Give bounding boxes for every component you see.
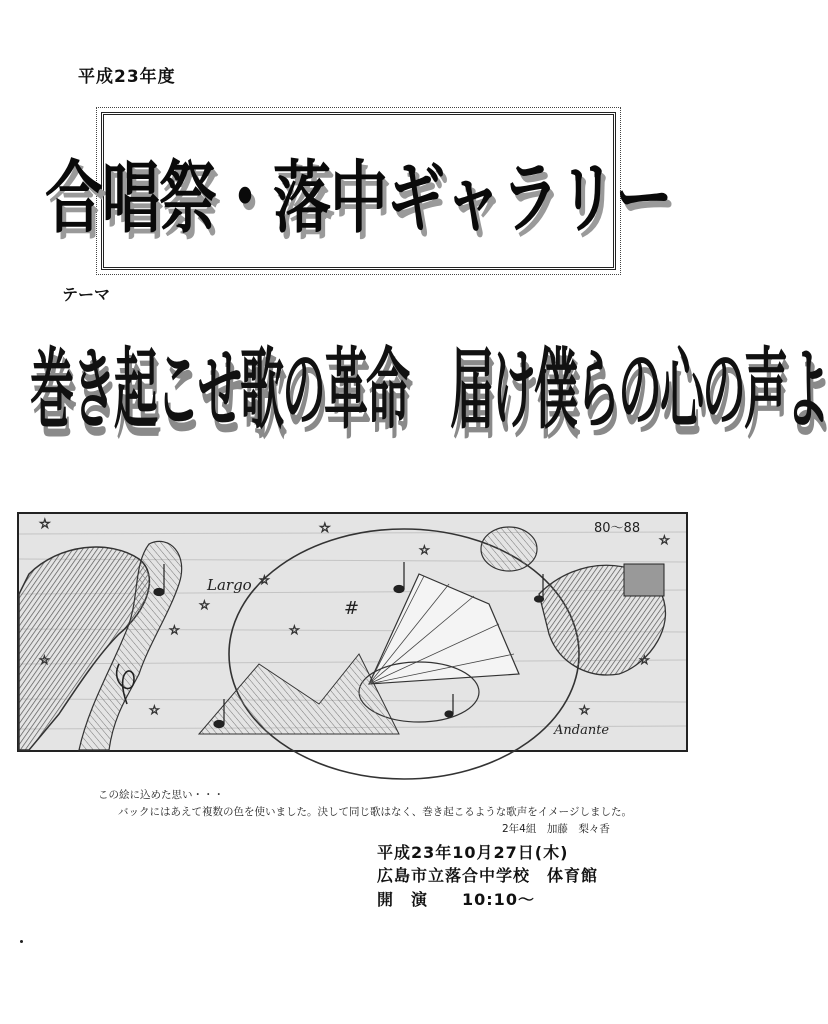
year-label: 平成23年度: [78, 67, 176, 87]
tempo-label: 80～88: [594, 521, 641, 536]
svg-text:☆: ☆: [259, 573, 270, 587]
stray-mark: [20, 940, 23, 943]
svg-text:☆: ☆: [169, 623, 180, 637]
andante-label: Andante: [554, 723, 610, 738]
svg-text:☆: ☆: [39, 653, 50, 667]
start-time: 10:10～: [462, 890, 535, 909]
artwork-drawing: [17, 512, 688, 752]
svg-text:☆: ☆: [639, 653, 650, 667]
event-date: 平成23年10月27日(木): [377, 843, 569, 862]
sharp-sign: #: [344, 598, 360, 619]
artwork-svg: [19, 514, 686, 750]
start-label: 開 演: [377, 890, 429, 909]
caption-heading: この絵に込めた思い・・・: [98, 789, 224, 801]
svg-text:☆: ☆: [579, 703, 590, 717]
caption-body: バックにはあえて複数の色を使いました。決して同じ歌はなく、巻き起こるような歌声をイメージしました。: [118, 806, 632, 818]
svg-text:☆: ☆: [419, 543, 430, 557]
svg-text:☆: ☆: [659, 533, 670, 547]
event-venue: 広島市立落合中学校 体育館: [377, 866, 599, 885]
theme-text: 巻き起こせ歌の革命 届け僕らの心の声よ: [30, 340, 828, 442]
svg-text:☆: ☆: [289, 623, 300, 637]
caption-author: 2年4組 加藤 梨々香: [502, 823, 610, 835]
svg-text:☆: ☆: [199, 598, 210, 612]
title-box: [45, 112, 673, 270]
event-start: [377, 887, 535, 910]
largo-label: Largo: [207, 576, 252, 594]
theme-label: テーマ: [62, 285, 111, 304]
svg-text:☆: ☆: [39, 517, 51, 532]
svg-text:☆: ☆: [319, 521, 331, 536]
figure-head: [481, 527, 537, 571]
svg-text:☆: ☆: [149, 703, 160, 717]
page-title: 合唱祭・落中ギャラリー: [45, 151, 673, 244]
